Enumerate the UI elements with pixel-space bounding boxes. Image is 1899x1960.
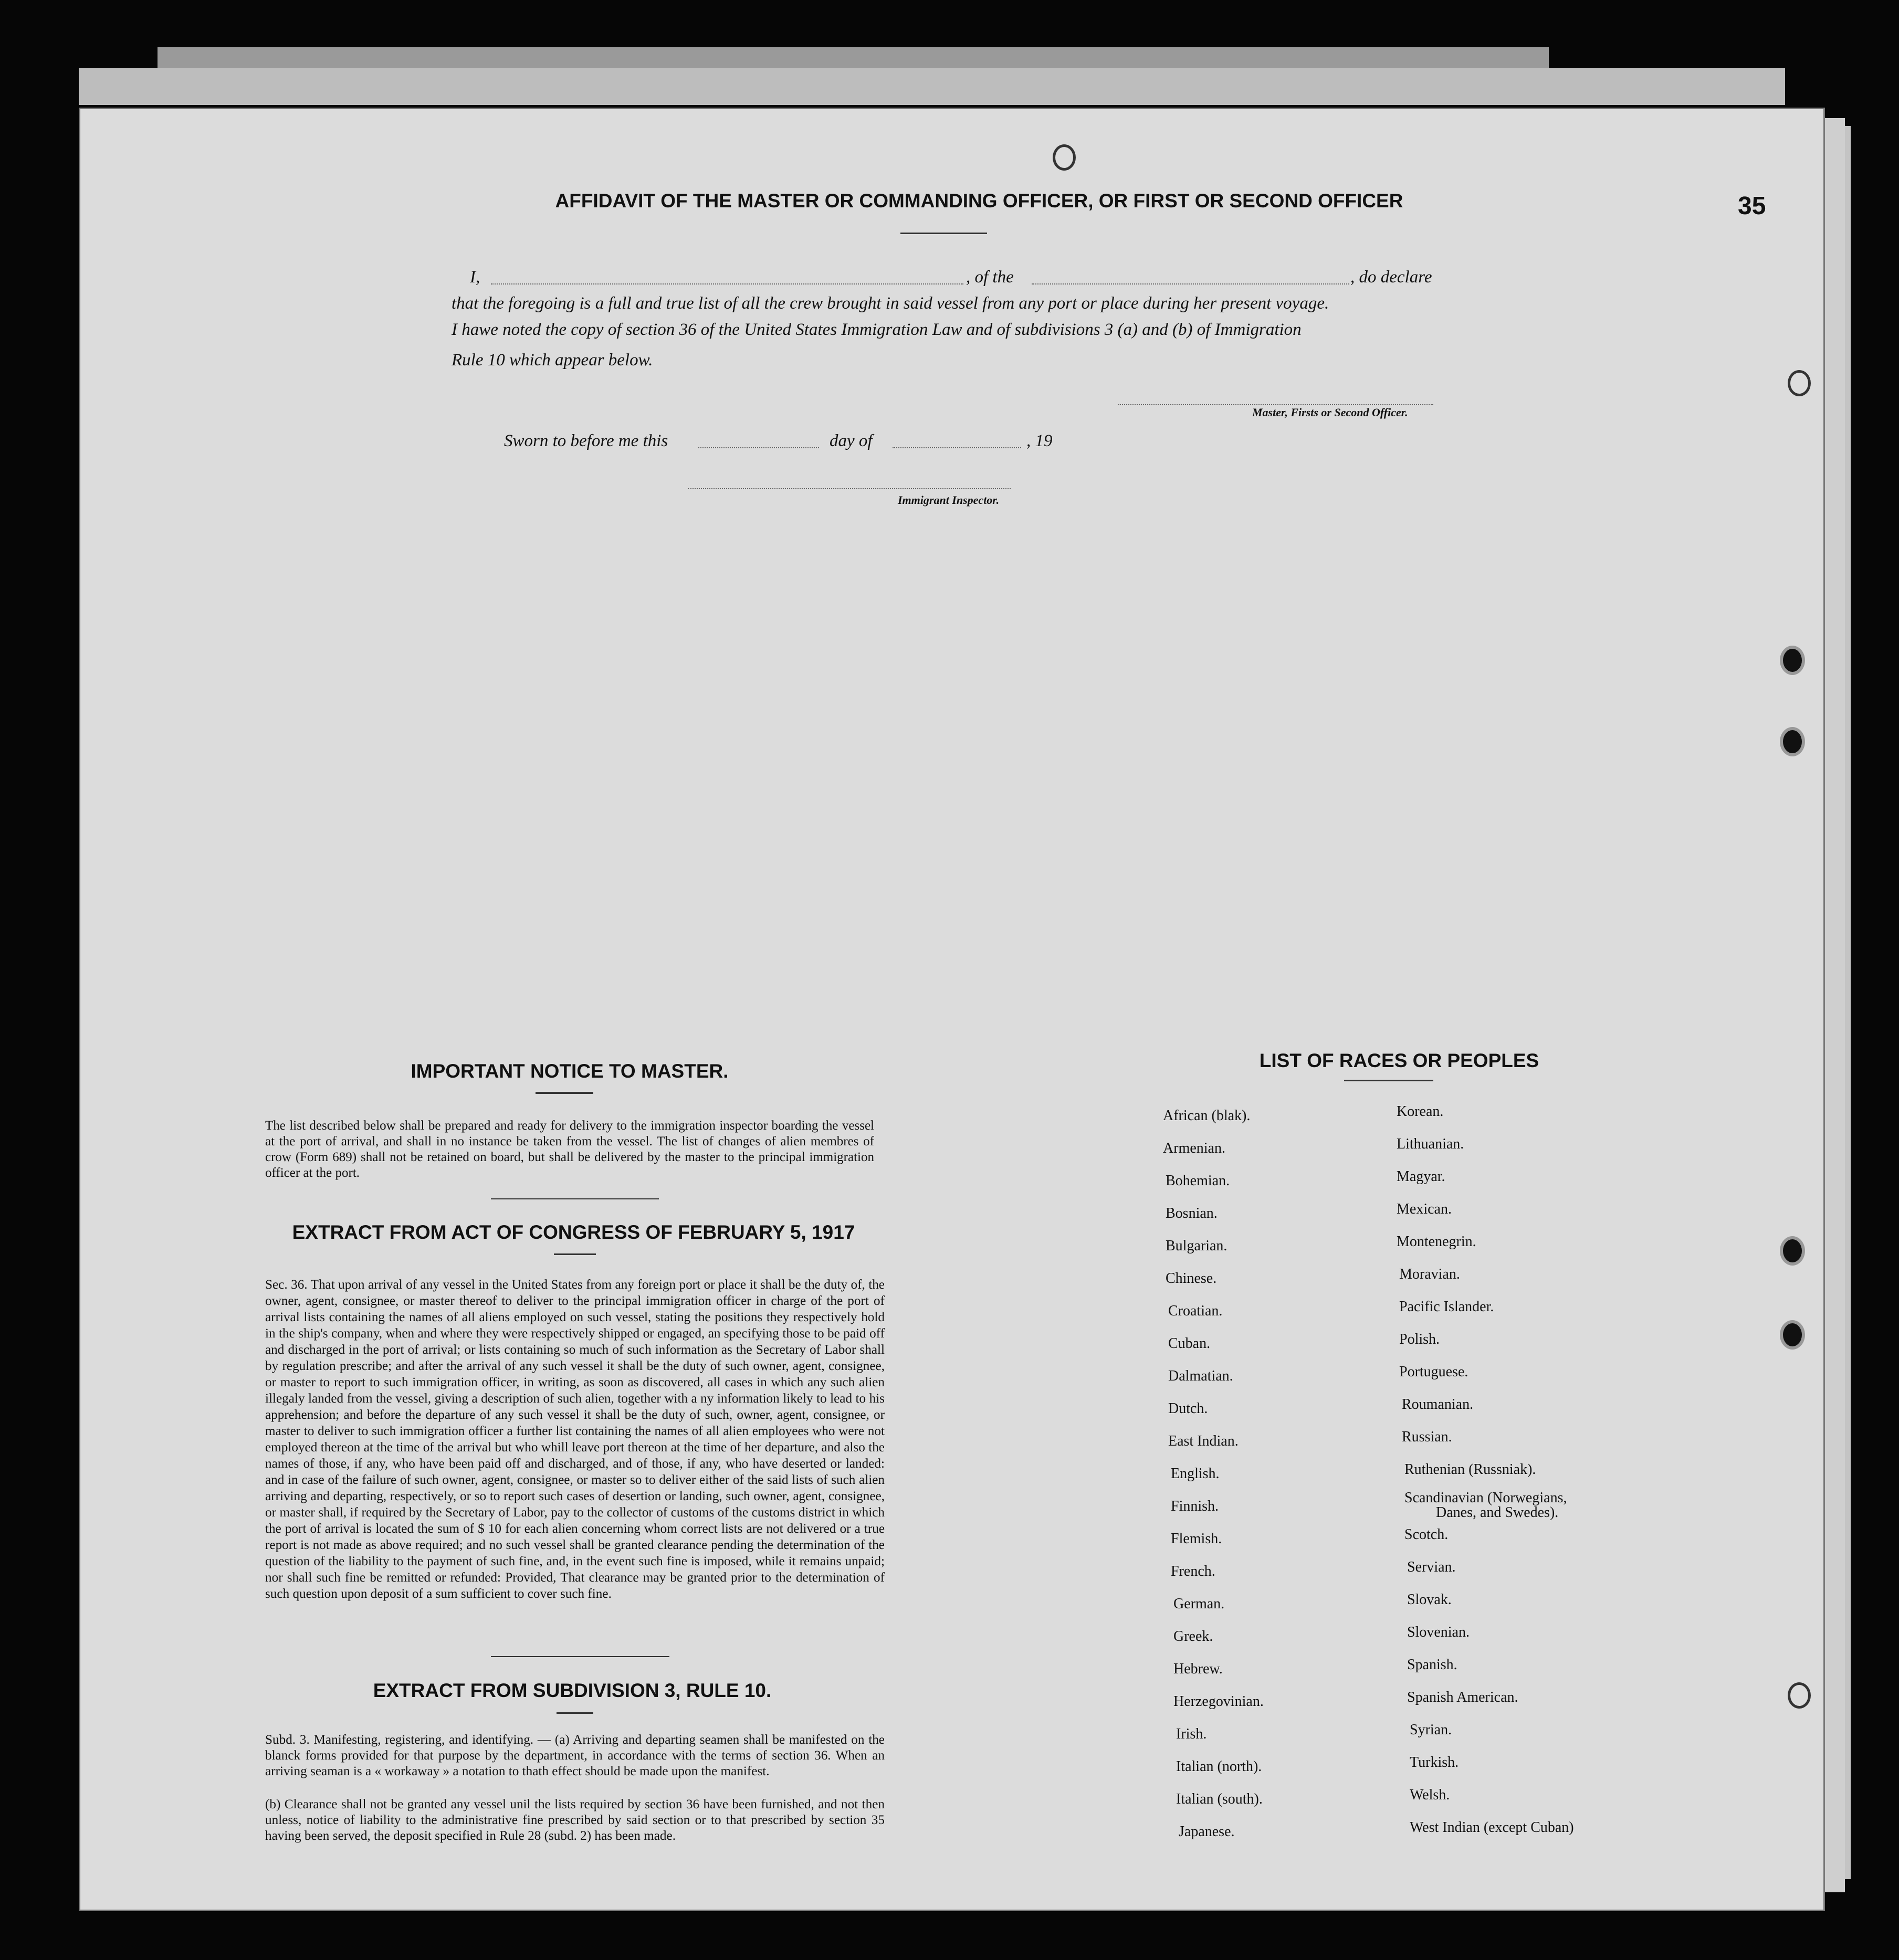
sworn-mid: day of (830, 431, 873, 450)
affidavit-line4: Rule 10 which appear below. (452, 351, 653, 370)
affidavit-line1-prefix: I, (470, 268, 480, 287)
races-rule (1344, 1080, 1433, 1081)
affidavit-title: AFFIDAVIT OF THE MASTER OR COMMANDING OFFICER, OR FIRST OR SECOND OFFICER (555, 190, 1403, 212)
punch-hole-top (1053, 144, 1076, 171)
document-page (79, 108, 1825, 1911)
race-left-21: Italian (south). (1176, 1791, 1263, 1807)
race-right-16: Slovenian. (1407, 1624, 1470, 1640)
race-left-4: Bulgarian. (1166, 1238, 1227, 1254)
binder-ring-2 (1780, 727, 1805, 756)
race-right-1: Lithuanian. (1397, 1136, 1464, 1152)
race-right-2: Magyar. (1397, 1168, 1445, 1185)
race-right-5: Moravian. (1399, 1266, 1460, 1282)
race-left-3: Bosnian. (1166, 1205, 1218, 1221)
race-right-12: Scandinavian (Norwegians, (1404, 1490, 1567, 1506)
race-right-14: Servian. (1407, 1559, 1456, 1575)
race-left-11: English. (1171, 1466, 1220, 1482)
race-left-13: Flemish. (1171, 1531, 1222, 1547)
race-right-12-cont: Danes, and Swedes). (1436, 1504, 1559, 1521)
month-blank (893, 447, 1021, 448)
signature-line (1118, 404, 1433, 405)
race-left-17: Hebrew. (1173, 1661, 1223, 1677)
affidavit-line2: that the foregoing is a full and true list of all the crew brought in said vessel from any port or place during her present voyage. (452, 294, 1329, 313)
race-right-6: Pacific Islander. (1399, 1299, 1494, 1315)
race-right-13: Scotch. (1404, 1526, 1449, 1543)
race-left-2: Bohemian. (1166, 1173, 1230, 1189)
race-left-0: African (blak). (1163, 1108, 1251, 1124)
binding-strip-lower (79, 68, 1785, 105)
race-right-7: Polish. (1399, 1331, 1440, 1347)
notice-divider (491, 1198, 659, 1199)
affidavit-line1-end: , do declare (1350, 268, 1432, 287)
signature-label: Master, Firsts or Second Officer. (1252, 406, 1408, 419)
rule-text-a: Subd. 3. Manifesting, registering, and identifying. — (a) Arriving and departing seamen shall be manifested on the blanck forms provided for that purpose by the department, in accordance with the terms of section 36. When an arriving seaman is a « workaway » a notation to thath effect should be made upon the manifest. (265, 1733, 885, 1778)
race-left-19: Irish. (1176, 1726, 1207, 1742)
act-divider (491, 1656, 669, 1657)
race-left-10: East Indian. (1168, 1433, 1239, 1449)
race-right-11: Ruthenian (Russniak). (1404, 1461, 1536, 1478)
race-left-1: Armenian. (1163, 1140, 1225, 1156)
race-right-9: Roumanian. (1402, 1396, 1474, 1413)
race-left-12: Finnish. (1171, 1498, 1219, 1514)
punch-hole-right-2 (1788, 1682, 1811, 1709)
race-right-21: Welsh. (1410, 1787, 1450, 1803)
race-left-8: Dalmatian. (1168, 1368, 1233, 1384)
name-blank (491, 283, 963, 284)
race-right-22: West Indian (except Cuban) (1410, 1819, 1574, 1836)
affidavit-line1-mid: , of the (966, 268, 1014, 287)
inspector-line (688, 488, 1011, 489)
race-left-7: Cuban. (1168, 1335, 1211, 1352)
race-right-10: Russian. (1402, 1429, 1452, 1445)
affidavit-line3: I hawe noted the copy of section 36 of the United States Immigration Law and of subdivisions 3 (a) and (b) of Immigration (452, 320, 1302, 339)
race-left-14: French. (1171, 1563, 1215, 1579)
rule-title: EXTRACT FROM SUBDIVISION 3, RULE 10. (373, 1680, 772, 1701)
vessel-blank (1032, 283, 1349, 284)
rule-rule (557, 1712, 593, 1714)
race-left-15: German. (1173, 1596, 1225, 1612)
races-title: LIST OF RACES OR PEOPLES (1259, 1050, 1539, 1071)
act-rule (554, 1253, 596, 1255)
binding-strip (158, 47, 1549, 68)
punch-hole-right-1 (1788, 370, 1811, 396)
binder-ring-1 (1780, 646, 1805, 675)
race-right-19: Syrian. (1410, 1722, 1452, 1738)
title-rule (900, 233, 987, 234)
race-left-18: Herzegovinian. (1173, 1693, 1264, 1710)
race-right-18: Spanish American. (1407, 1689, 1518, 1705)
binder-ring-3 (1780, 1236, 1805, 1266)
race-left-22: Japanese. (1179, 1824, 1235, 1840)
binder-ring-4 (1780, 1320, 1805, 1350)
race-left-5: Chinese. (1166, 1270, 1217, 1287)
notice-title: IMPORTANT NOTICE TO MASTER. (411, 1060, 729, 1082)
race-right-4: Montenegrin. (1397, 1234, 1476, 1250)
race-right-17: Spanish. (1407, 1657, 1457, 1673)
race-right-0: Korean. (1397, 1103, 1444, 1120)
day-blank (698, 447, 819, 448)
race-right-3: Mexican. (1397, 1201, 1452, 1217)
page-number: 35 (1738, 192, 1766, 220)
race-right-20: Turkish. (1410, 1754, 1459, 1771)
race-right-8: Portuguese. (1399, 1364, 1468, 1380)
race-left-20: Italian (north). (1176, 1758, 1262, 1775)
act-text: Sec. 36. That upon arrival of any vessel in the United States from any foreign port or place it shall be the duty of, the owner, agent, consignee, or master thereof to deliver to the principal immigration officer in charge of the port of arrival lists containing the names of all aliens employed on such vessel, stating the positions they respectively hold in the ship's company, when and where they were respectively shipped or engaged, an specifying those to be paid off and discharged in the port of arrival; or lists containing so much of such information as the Secretary of Labor shall by regulation prescribe; and after the arrival of any such vessel it shall be the duty of such owner, agent, consignee, or master to report to such immigration officer, in writing, as soon as discovered, all cases in which any such alien illegaly landed from the vessel, giving a description of such alien, together with a ny information likely to lead to his apprehension; and before the departure of any such vessel it shall be the duty of such, owner, agent, consignee, or master to deliver to such immigration officer a further list containing the names of all alien employees who were not employed thereon at the time of the arrival but who whill leave port thereon at the time of her departure, and also the names of those, if any, who have been paid off and discharged, and of those, if any, who have deserted or landed: and in case of the failure of such owner, agent, consignee, or master so to deliver either of the said lists of such alien arriving and departing, respectively, or so to report such cases of desertion or landing, such owner, agent, consignee, or master shall, if required by the Secretary of Labor, pay to the collector of customs of the customs district in which the port of arrival is located the sum of $ 10 for each alien concerning whom correct lists are not delivered or a true report is not made as above required; and no such vessel shall be granted clearance pending the determination of the question of the liability to the payment of such fine, and, in the event such fine is imposed, while it remains unpaid; nor shall such fine be remitted or refunded: Provided, That clearance may be granted prior to the determination of such question upon deposit of a sum sufficient to cover such fine. (265, 1278, 885, 1601)
race-left-9: Dutch. (1168, 1400, 1208, 1417)
sworn-prefix: Sworn to before me this (504, 431, 668, 450)
race-left-16: Greek. (1173, 1628, 1213, 1645)
notice-text: The list described below shall be prepared and ready for delivery to the immigration inspector boarding the vessel at the port of arrival, and shall in no instance be taken from the vessel. The list of changes of alien membres of crow (Form 689) shall not be retained on board, but shall be delivered by the master to the principal immigration officer at the port. (265, 1119, 874, 1180)
race-right-15: Slovak. (1407, 1592, 1452, 1608)
notice-rule (536, 1092, 593, 1094)
sworn-end: , 19 (1026, 431, 1053, 450)
race-left-6: Croatian. (1168, 1303, 1223, 1319)
act-title: EXTRACT FROM ACT OF CONGRESS OF FEBRUARY 5, 1917 (292, 1221, 855, 1243)
inspector-label: Immigrant Inspector. (898, 493, 1000, 507)
rule-text-b: (b) Clearance shall not be granted any vessel unil the lists required by section 36 have been furnished, and not then unless, notice of liability to the administrative fine prescribed by said section or to that prescribed by section 35 having been served, the deposit specified in Rule 28 (subd. 2) has been made. (265, 1797, 885, 1843)
